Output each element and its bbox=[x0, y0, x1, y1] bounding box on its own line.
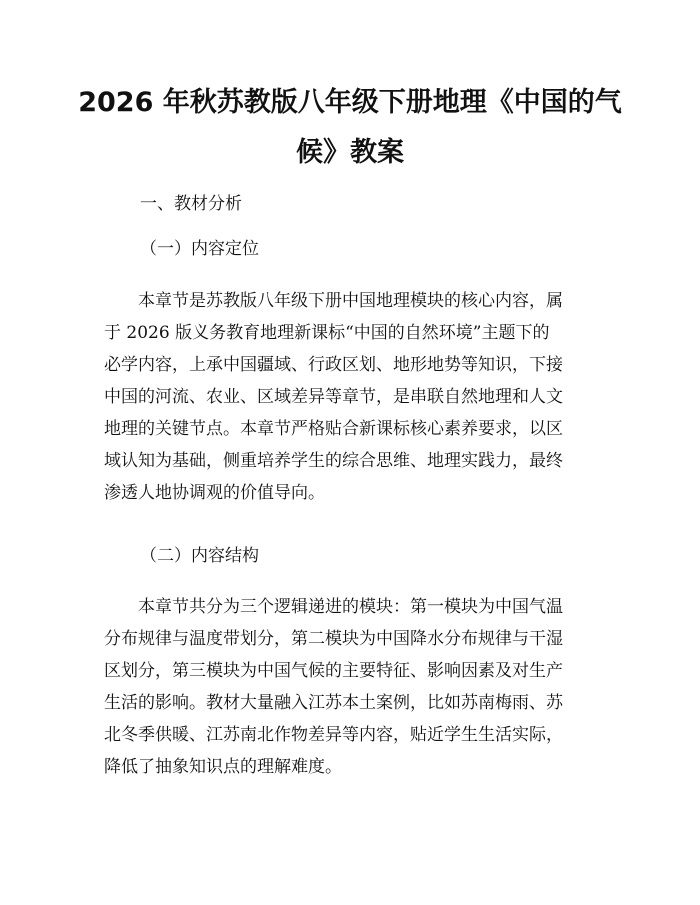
paragraph-line: 生活的影响。教材大量融入江苏本土案例，比如苏南梅雨、苏 bbox=[104, 693, 563, 713]
subsection-heading: （二）内容结构 bbox=[140, 546, 259, 566]
paragraph-line: 北冬季供暖、江苏南北作物差异等内容，贴近学生生活实际， bbox=[104, 725, 563, 745]
paragraph-line: 降低了抽象知识点的理解难度。 bbox=[104, 757, 342, 777]
paragraph-line: 地理的关键节点。本章节严格贴合新课标核心素养要求，以区 bbox=[104, 419, 563, 439]
subsection-heading: （一）内容定位 bbox=[140, 239, 259, 259]
paragraph-line: 中国的河流、农业、区域差异等章节，是串联自然地理和人文 bbox=[104, 387, 563, 407]
paragraph-line: 分布规律与温度带划分，第二模块为中国降水分布规律与干湿 bbox=[104, 629, 563, 649]
paragraph-line: 必学内容，上承中国疆域、行政区划、地形地势等知识，下接 bbox=[104, 355, 563, 375]
paragraph-line: 本章节是苏教版八年级下册中国地理模块的核心内容，属 bbox=[104, 291, 563, 311]
paragraph-content-structure bbox=[104, 591, 598, 783]
document-title bbox=[0, 78, 700, 178]
paragraph-line: 于 2026 版义务教育地理新课标“中国的自然环境”主题下的 bbox=[104, 323, 550, 343]
paragraph-line: 渗透人地协调观的价值导向。 bbox=[104, 483, 325, 503]
title-line: 候》教案 bbox=[296, 137, 404, 168]
title-line: 2026 年秋苏教版八年级下册地理《中国的气 bbox=[78, 87, 622, 118]
paragraph-line: 区划分，第三模块为中国气候的主要特征、影响因素及对生产 bbox=[104, 661, 563, 681]
paragraph-line: 域认知为基础，侧重培养学生的综合思维、地理实践力，最终 bbox=[104, 451, 563, 471]
paragraph-content-positioning bbox=[104, 285, 598, 509]
section-heading: 一、教材分析 bbox=[140, 194, 242, 214]
paragraph-line: 本章节共分为三个逻辑递进的模块：第一模块为中国气温 bbox=[104, 597, 563, 617]
